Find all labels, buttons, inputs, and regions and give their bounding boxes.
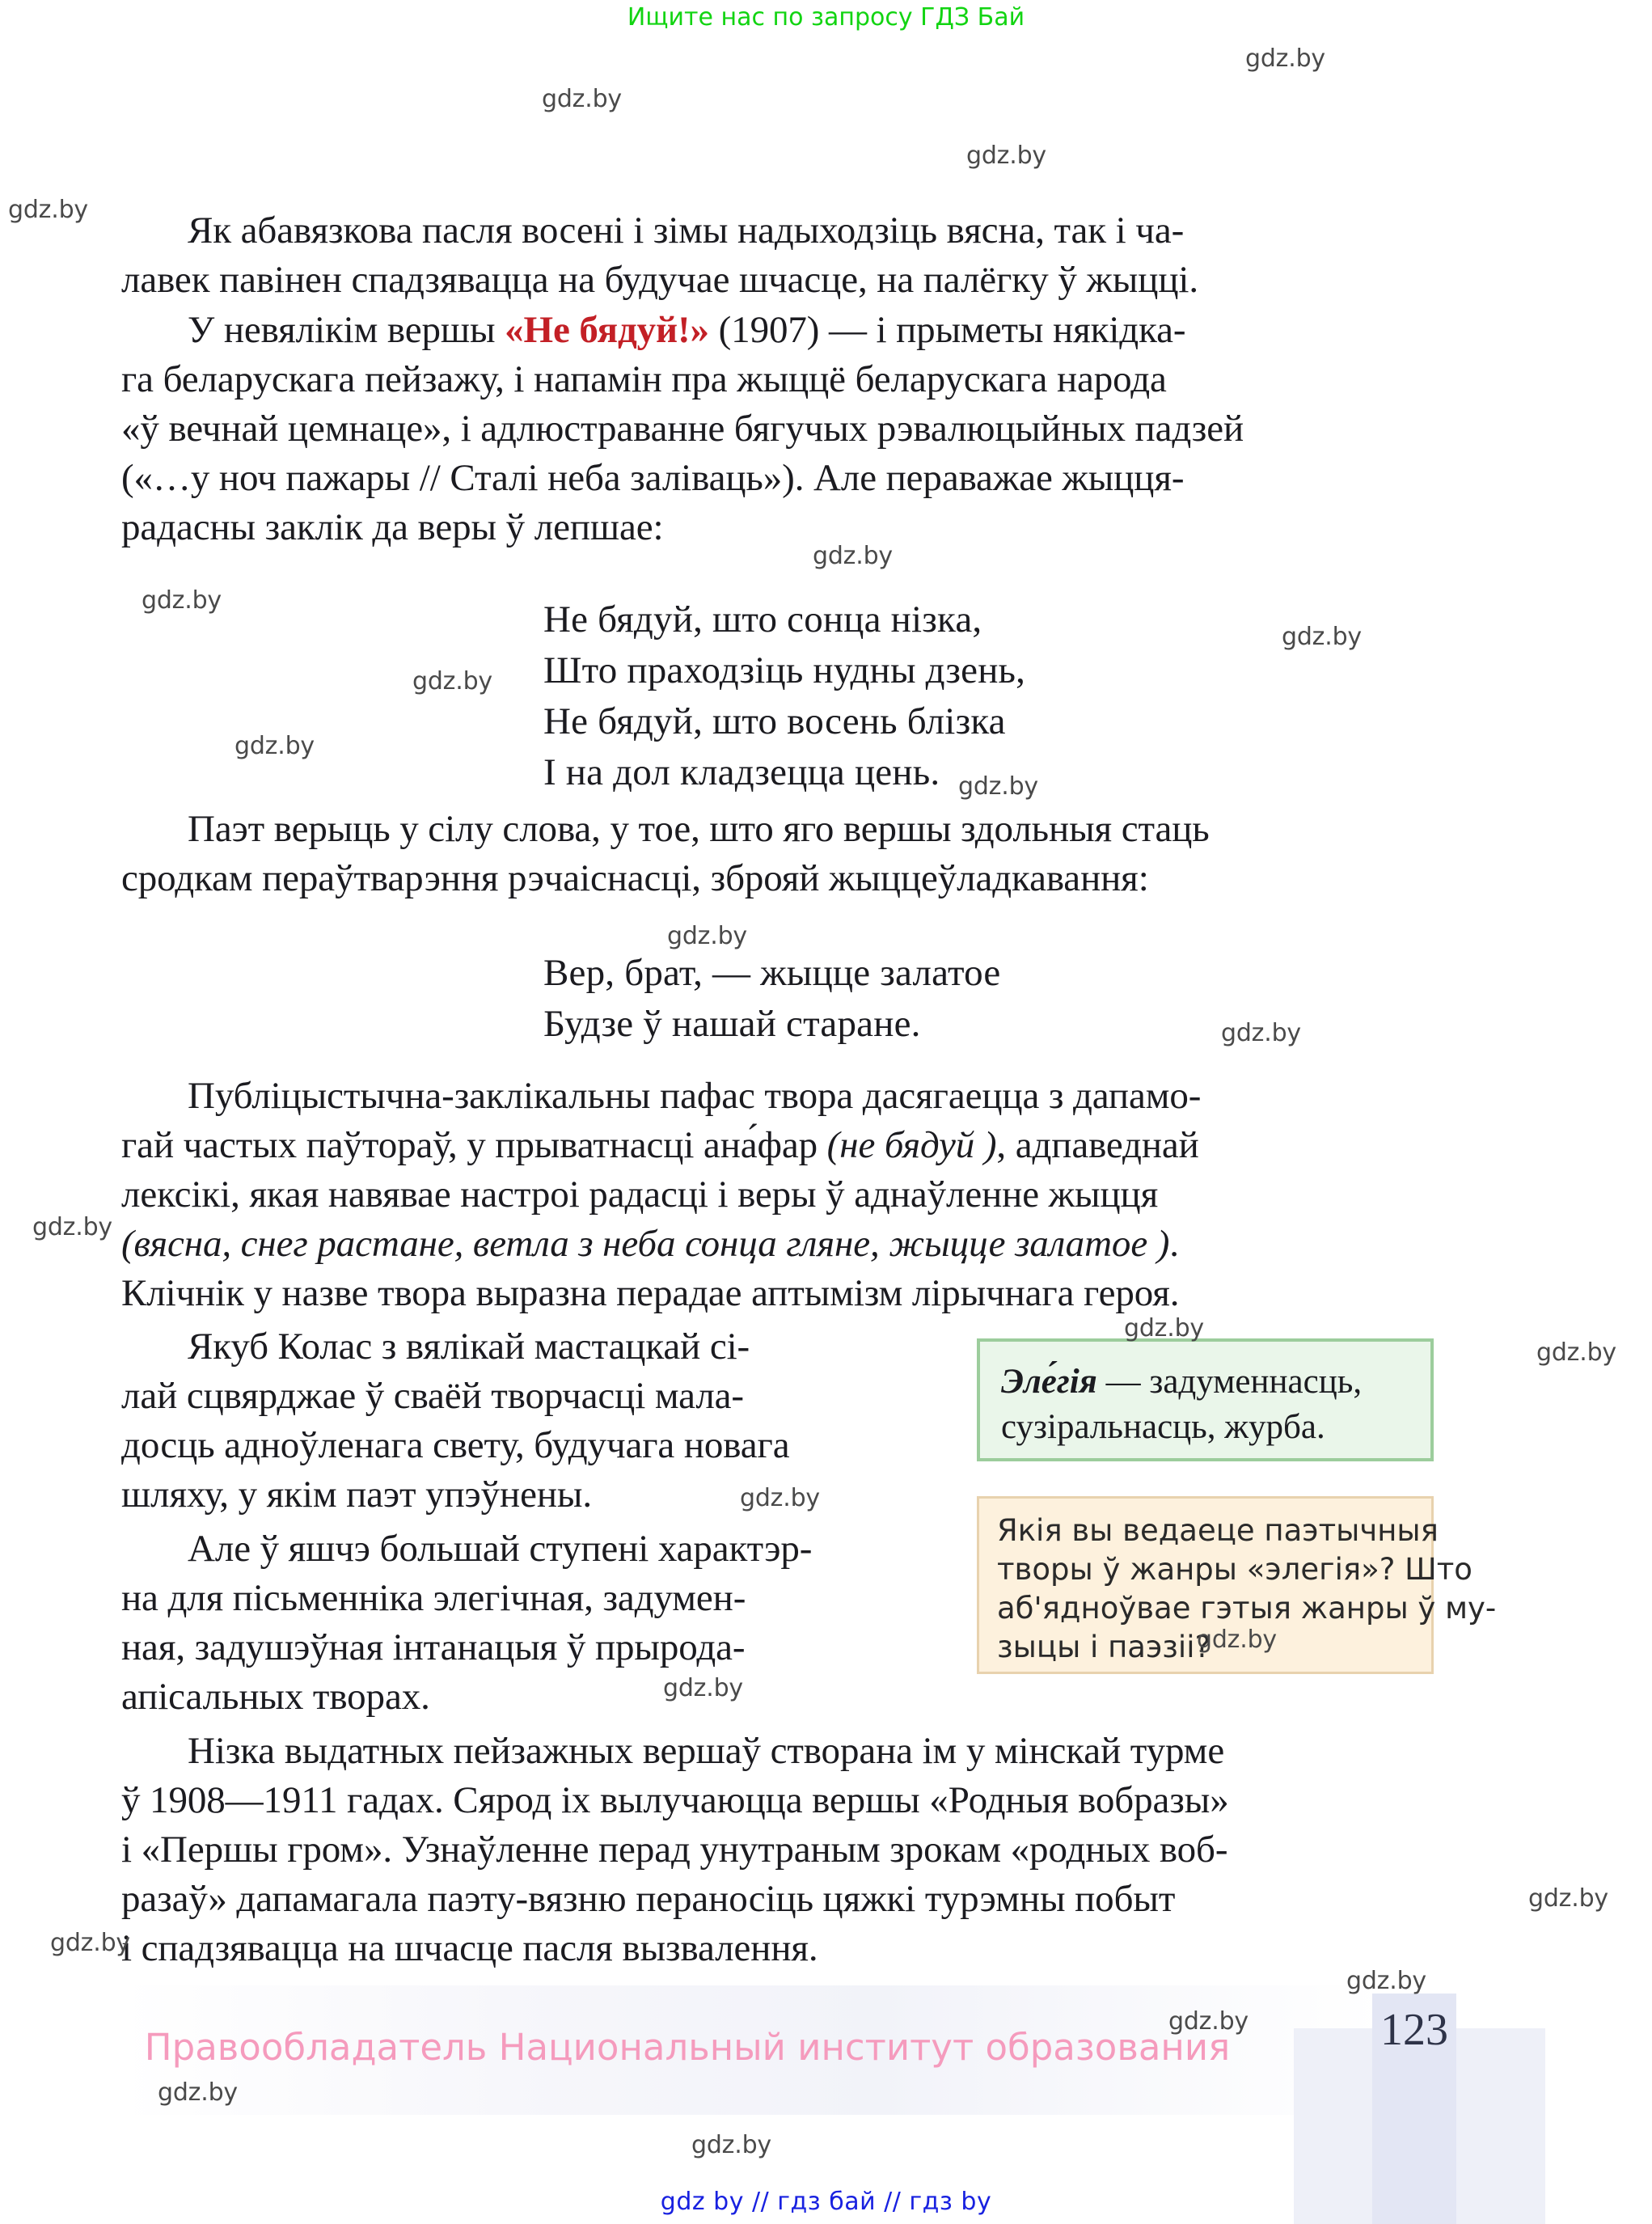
watermark: gdz.by: [8, 196, 88, 224]
paragraph-ne-byaduj: [121, 306, 1447, 552]
paragraph-yakub-kolas: [121, 1322, 954, 1520]
text-line: лексікі, якая навявае настроі радасці і веры ў аднаўленне жыцця: [121, 1173, 1159, 1216]
watermark: gdz.by: [1168, 2007, 1249, 2036]
verse-line: Не бядуй, што сонца нізка,: [543, 598, 982, 641]
verse-line: Будзе ў нашай старане.: [543, 1003, 921, 1045]
text-line: на для пісьменніка элегічная, задумен-: [121, 1577, 746, 1619]
text-line: лавек павінен спадзявацца на будучае шчасце, на палёгку ў жыцці.: [121, 259, 1198, 301]
paragraph-line: [121, 1574, 954, 1623]
watermark: gdz.by: [1197, 1626, 1277, 1654]
paragraph-line: [121, 1470, 954, 1520]
watermark: gdz.by: [667, 922, 747, 950]
page-number: 123: [1380, 2005, 1448, 2055]
text-fragment: (1907) — і прыметы някідка-: [708, 309, 1186, 351]
question-line: творы ў жанры «элегія»? Што: [997, 1552, 1472, 1587]
paragraph-line: [121, 1924, 1447, 1973]
watermark: gdz.by: [691, 2131, 771, 2159]
watermark: gdz.by: [412, 667, 492, 696]
paragraph-line: [121, 1072, 1447, 1121]
text-fragment: , адпаведнай: [996, 1124, 1199, 1166]
watermark: gdz.by: [663, 1674, 743, 1702]
text-line: Якуб Колас з вялікай мастацкай сі-: [188, 1326, 750, 1368]
paragraph-line: [121, 854, 1447, 903]
question-line: Якія вы ведаеце паэтычныя: [997, 1513, 1439, 1548]
text-line: лай сцвярджае ў сваёй творчасці мала-: [121, 1375, 744, 1417]
paragraph-line: [121, 1727, 1447, 1776]
verse-line: І на дол кладзецца цень.: [543, 751, 940, 793]
text-line: досць адноўленага свету, будучага новага: [121, 1424, 790, 1466]
text-line: Паэт верыць у сілу слова, у тое, што яго вершы здольныя стаць: [188, 808, 1210, 850]
watermark: gdz.by: [1346, 1967, 1426, 1995]
paragraph-line: [121, 206, 1447, 256]
watermark: gdz.by: [542, 85, 622, 113]
definition-line: [1001, 1359, 1409, 1405]
watermark: gdz.by: [234, 732, 315, 760]
paragraph-line: [121, 1825, 1447, 1875]
paragraph-line: [121, 1524, 954, 1574]
paragraph-line: [121, 306, 1447, 355]
text-line: Нізка выдатных пейзажных вершаў створана ім у мінскай турме: [188, 1730, 1225, 1772]
watermark: gdz.by: [958, 772, 1038, 801]
watermark: gdz.by: [1282, 623, 1362, 651]
watermark: gdz.by: [813, 542, 893, 570]
definition-term: Эле́гія: [1001, 1363, 1097, 1401]
paragraph-prison-verses: [121, 1727, 1447, 1973]
paragraph-line: [121, 1170, 1447, 1220]
question-line: зыцы і паэзіі?: [997, 1630, 1211, 1664]
paragraph-line: [121, 1121, 1447, 1170]
text-fragment: У невялікім вершы: [188, 309, 505, 351]
paragraph-line: [121, 1623, 954, 1672]
paragraph-line: [121, 355, 1447, 404]
text-emphasis: (вясна, снег растане, ветла з неба сонца гляне, жыцце залатое ): [121, 1223, 1170, 1265]
watermark: gdz.by: [158, 2078, 238, 2107]
paragraph-line: [121, 1421, 954, 1470]
text-line: Як абавязкова пасля восені і зімы надыходзіць вясна, так і ча-: [188, 209, 1185, 252]
definition-line: сузіральнасць, журба.: [1001, 1408, 1325, 1446]
paragraph-elegiac-intonation: [121, 1524, 954, 1722]
text-line: сродкам пераўтварэння рэчаіснасці, зброяй жыццеўладкавання:: [121, 857, 1149, 899]
text-line: радасны заклік да веры ў лепшае:: [121, 506, 664, 548]
promo-banner-top: Ищите нас по запросу ГДЗ Бай: [627, 3, 1025, 32]
poem-title-highlight: «Не бядуй!»: [505, 309, 709, 351]
text-line: ная, задушэўная інтанацыя ў прырода-: [121, 1626, 746, 1668]
text-line: ў 1908—1911 гадах. Сярод іх вылучаюцца вершы «Родныя вобразы»: [121, 1779, 1229, 1821]
copyright-notice: Правообладатель Национальный институт образования: [144, 2026, 1231, 2069]
paragraph-intro: [121, 206, 1447, 305]
question-callout: [977, 1496, 1497, 1674]
text-line: разаў» дапамагала паэту-вязню пераносіць цяжкі турэмны побыт: [121, 1878, 1176, 1920]
text-line: і «Першы гром». Узнаўленне перад унутраным зрокам «родных воб-: [121, 1829, 1228, 1871]
watermark: gdz.by: [740, 1484, 820, 1512]
paragraph-line: [121, 404, 1447, 454]
paragraph-line: [121, 1776, 1447, 1825]
watermark: gdz.by: [1221, 1019, 1301, 1047]
paragraph-line: [121, 1220, 1447, 1269]
watermark: gdz.by: [1245, 44, 1325, 73]
watermark: gdz.by: [966, 142, 1046, 170]
watermark: gdz.by: [32, 1213, 112, 1241]
paragraph-publicistic-pathos: [121, 1072, 1447, 1318]
paragraph-line: [121, 1672, 954, 1722]
paragraph-line: [121, 256, 1447, 305]
promo-banner-bottom: gdz by // гдз бай // гдз by: [660, 2188, 992, 2216]
paragraph-line: [121, 1322, 954, 1372]
verse-block-2: [543, 948, 1000, 1050]
definition-callout: [977, 1338, 1434, 1461]
text-fragment: .: [1169, 1223, 1179, 1265]
verse-block-1: [543, 594, 1025, 798]
paragraph-line: [121, 1269, 1447, 1318]
text-fragment: гай частых паўтораў, у прыватнасці ана́фар: [121, 1124, 827, 1166]
definition-text: — задуменнасць,: [1096, 1363, 1363, 1401]
paragraph-poet-believes: [121, 805, 1447, 903]
verse-line: Не бядуй, што восень блізка: [543, 700, 1006, 742]
watermark: gdz.by: [1536, 1338, 1616, 1367]
watermark: gdz.by: [142, 586, 222, 615]
text-line: «ў вечнай цемнаце», і адлюстраванне бягучых рэвалюцыйных падзей: [121, 408, 1244, 450]
text-line: апісальных творах.: [121, 1676, 430, 1718]
paragraph-line: [121, 805, 1447, 854]
text-line: Але ў яшчэ большай ступені характэр-: [188, 1528, 813, 1570]
question-line: аб'ядноўвае гэтыя жанры ў му-: [997, 1591, 1497, 1626]
text-emphasis: (не бядуй ): [826, 1124, 997, 1166]
text-line: шляху, у якім паэт упэўнены.: [121, 1474, 593, 1516]
watermark: gdz.by: [1528, 1884, 1608, 1913]
text-line: Клічнік у назве твора выразна перадае аптымізм лірычнага героя.: [121, 1272, 1180, 1314]
text-line: га беларускага пейзажу, і напамін пра жыццё беларускага народа: [121, 358, 1167, 400]
verse-line: Вер, брат, — жыцце залатое: [543, 952, 1001, 994]
text-line: Публіцыстычна-заклікальны пафас твора дасягаецца з дапамо-: [188, 1075, 1202, 1117]
watermark: gdz.by: [50, 1929, 130, 1957]
paragraph-line: [121, 503, 1447, 552]
watermark: gdz.by: [1124, 1314, 1204, 1342]
paragraph-line: [121, 454, 1447, 503]
paragraph-line: [121, 1875, 1447, 1924]
verse-line: Што праходзіць нудны дзень,: [543, 649, 1026, 691]
text-line: і спадзявацца на шчасце пасля вызвалення.: [121, 1927, 818, 1969]
text-line: («…у ноч пажары // Сталі неба заліваць»). Але пераважае жыцця-: [121, 457, 1185, 499]
paragraph-line: [121, 1372, 954, 1421]
